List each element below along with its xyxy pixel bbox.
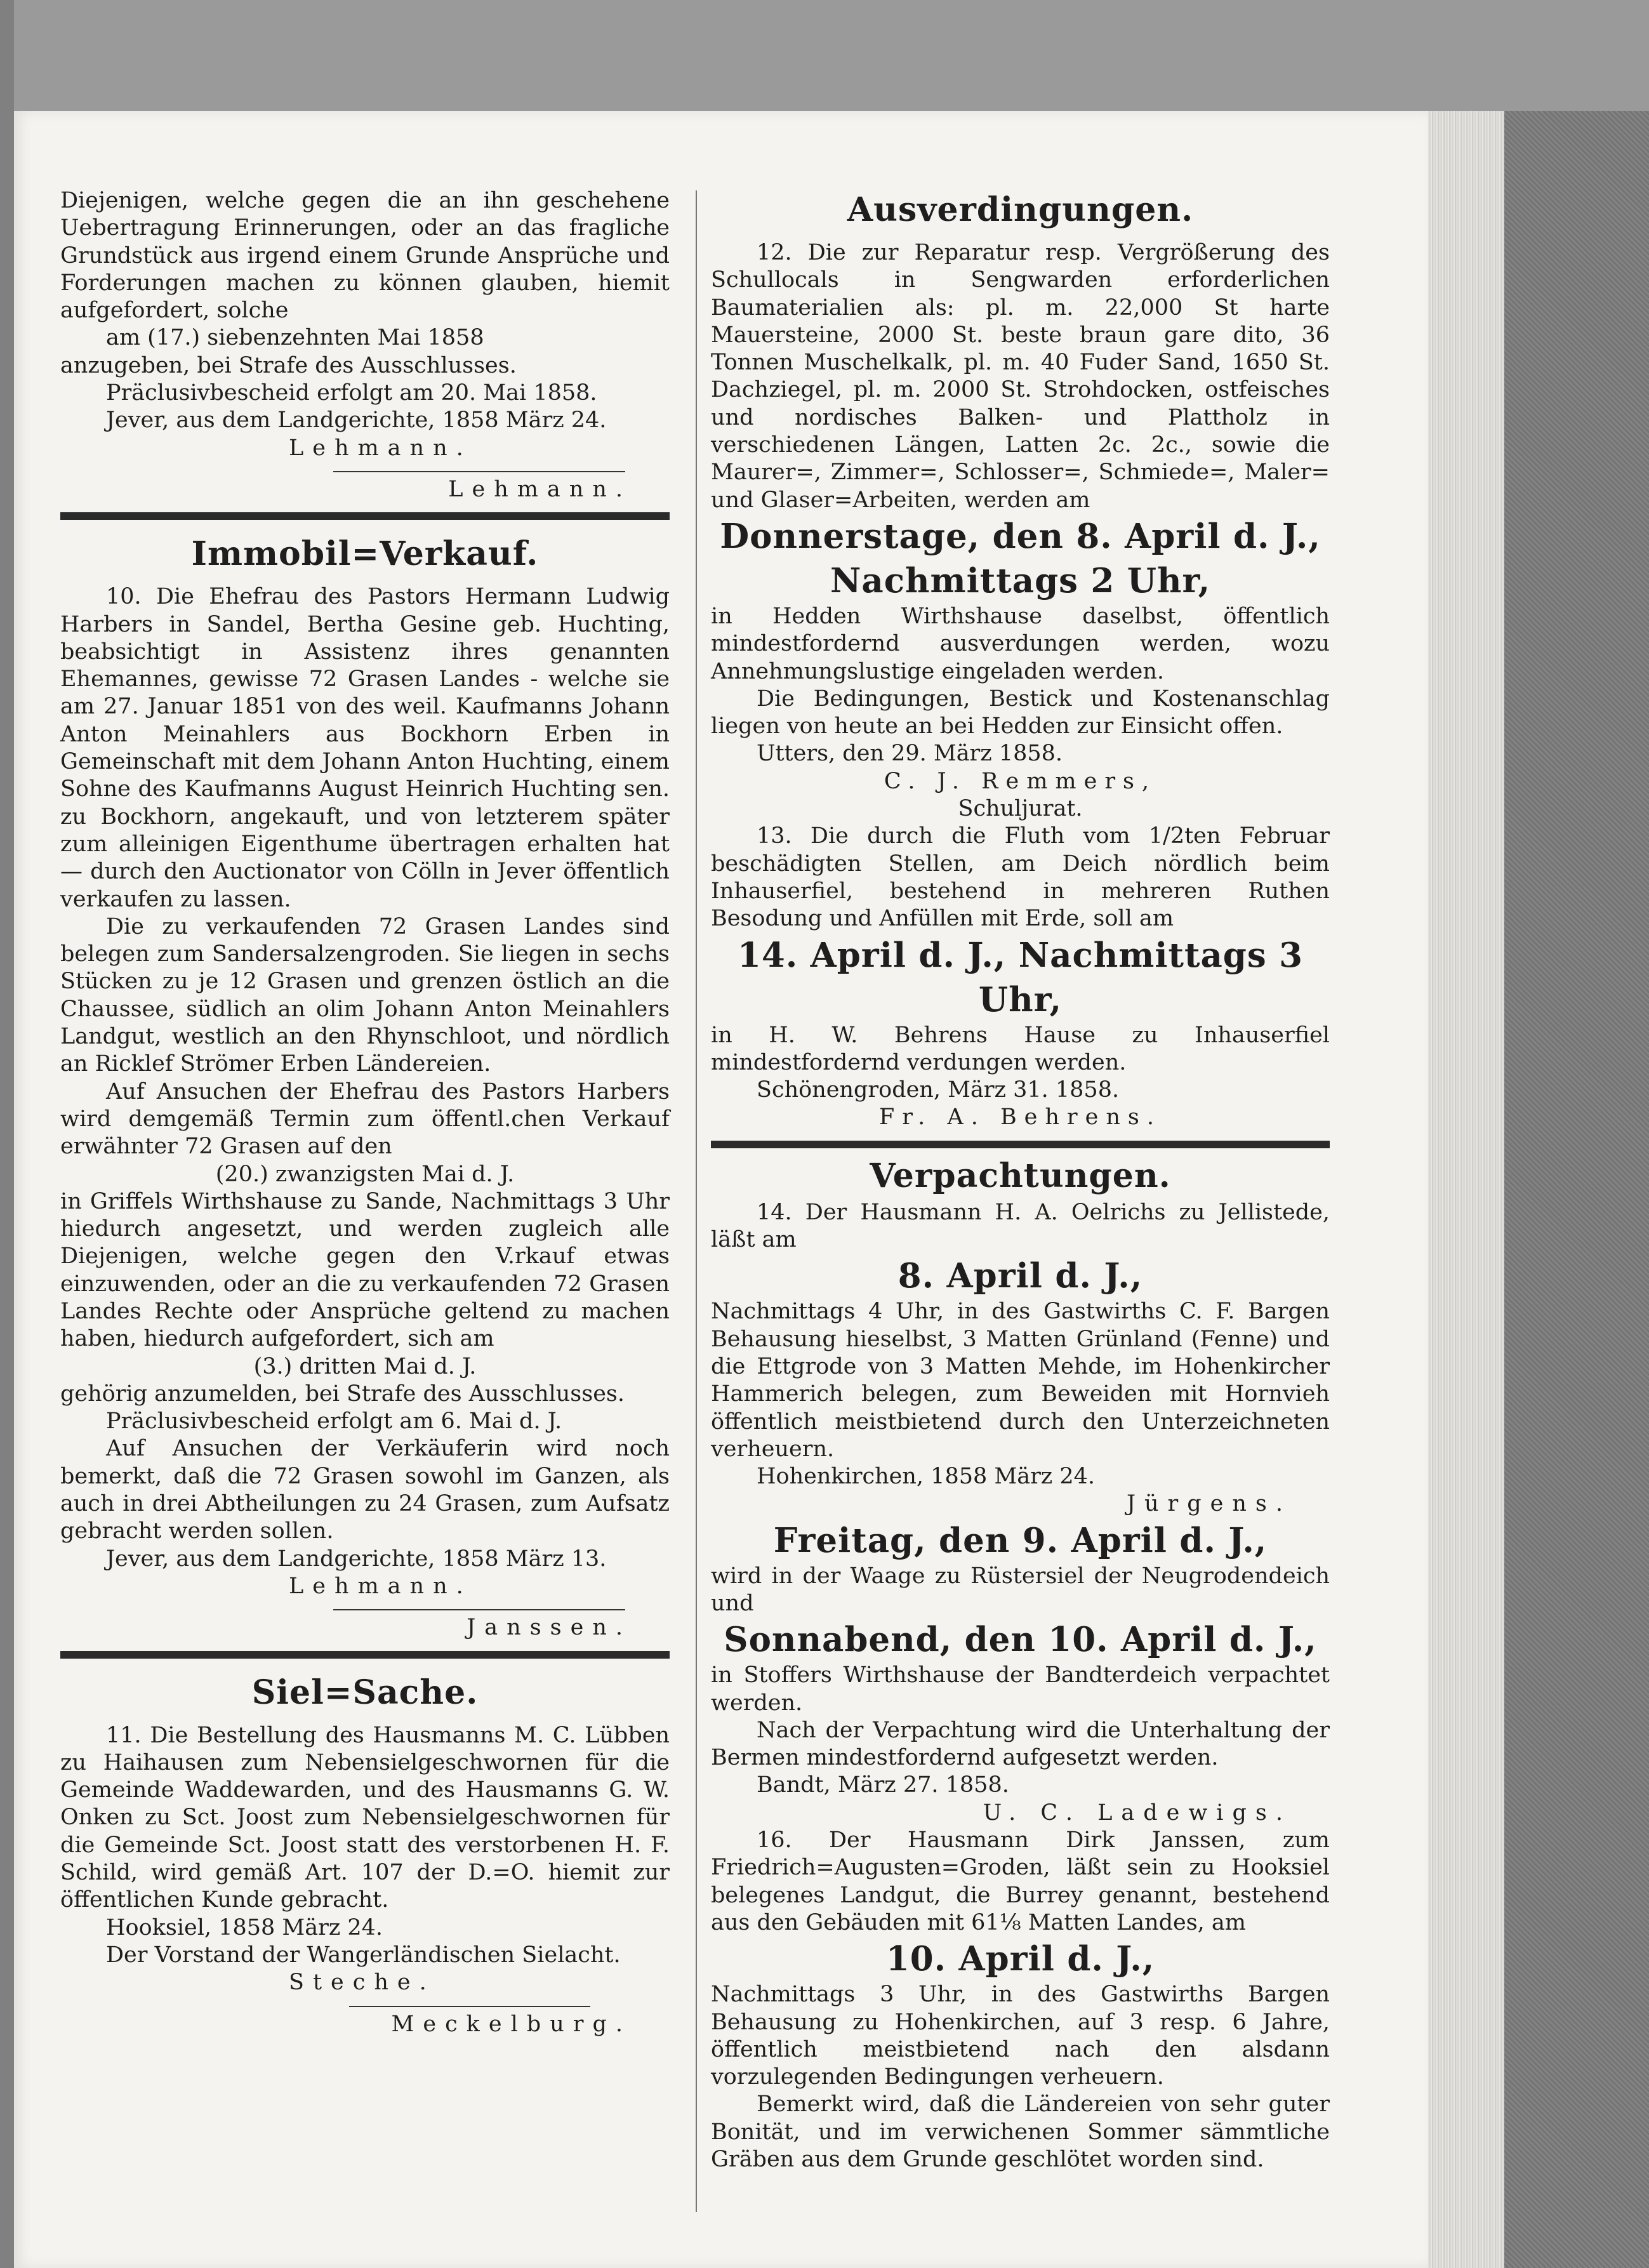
siel-signature-1: Steche. — [289, 1970, 435, 1996]
right-column — [711, 187, 1330, 2173]
ausv-signature: C. J. Remmers, — [884, 768, 1157, 794]
section-divider — [60, 512, 670, 520]
immobil-signature-2: Janssen. — [467, 1615, 632, 1641]
immobil-paragraph-4: in Griffels Wirthshause zu Sande, Nachmittags 3 Uhr hiedurch angesetzt, und werden zugleich alle Diejenigen, welche gegen den V.rkauf etwas einzuwenden, oder an die zu verkaufenden 72 Grasen Landes Rechte oder Ansprüche geltend zu machen haben, hiedurch aufgefordert, sich am — [60, 1188, 670, 1352]
immobil-paragraph-3: Auf Ansuchen der Ehefrau des Pastors Harbers wird demgemäß Termin zum öffentl.chen Verkauf erwähnter 72 Grasen auf den — [60, 1078, 670, 1160]
verpachtungen-heading: Verpachtungen. — [870, 1156, 1171, 1195]
immobil-paragraph-5: gehörig anzumelden, bei Strafe des Ausschlusses. — [60, 1381, 625, 1407]
left-column — [60, 187, 670, 2038]
ausv-paragraph-1: 12. Die zur Reparatur resp. Vergrößerung des Schullocals in Sengwarden erforderlichen Baumaterialien als: pl. m. 22,000 St harte Mauersteine, 2000 St. beste braun gare dito, 36 Tonnen Muschelkalk, pl. m. 40 Fuder Sand, 1650 St. Dachziegel, pl. m. 2000 St. Strohdocken, ostfeisches und nordisches Balken- und Plattholz in verschiedenen Längen, Latten 2c. 2c., sowie die Maurer=, Zimmer=, Schlosser=, Schmiede=, Maler= und Glaser=Arbeiten, werden am — [711, 240, 1330, 513]
verp-paragraph-4: in Stoffers Wirthshause der Bandterdeich verpachtet werden. — [711, 1662, 1330, 1716]
intro-text: Diejenigen, welche gegen die an ihn geschehene Uebertragung Erinnerungen, oder an das fragliche Grundstück aus irgend einem Grunde Ansprüche und Forderungen machen zu können glauben, hiemit aufgefordert, solche — [60, 188, 670, 324]
ausv-paragraph-3: Die Bedingungen, Bestick und Kostenanschlag liegen von heute an bei Hedden zur Einsicht offen. — [711, 686, 1330, 739]
ausv-place-date-2: Schönengroden, März 31. 1858. — [757, 1077, 1120, 1103]
verp-paragraph-2: Nachmittags 4 Uhr, in des Gastwirths C. F. Bargen Behausung hieselbst, 3 Matten Grünland (Fenne) und die Ettgrode von 3 Matten Mehde, im Hohenkircher Hammerich belegen, zum Beweiden mit Hornvieh öffentlich meistbietend durch den Unterzeichneten verheuern. — [711, 1299, 1330, 1462]
verp-date-heading-2: Freitag, den 9. April d. J., — [773, 1520, 1268, 1560]
verp-place-date: Hohenkirchen, 1858 März 24. — [757, 1464, 1096, 1490]
verp-date-heading-3: Sonnabend, den 10. April d. J., — [724, 1620, 1317, 1660]
ausv-signature-2: Fr. A. Behrens. — [879, 1104, 1162, 1131]
ausv-paragraph-4: 13. Die durch die Fluth vom 1/2ten Februar beschädigten Stellen, am Deich nördlich beim Inhauserfiel, bestehend in mehreren Ruthen Besodung und Anfüllen mit Erde, soll am — [711, 823, 1330, 932]
intro-after: anzugeben, bei Strafe des Ausschlusses. — [60, 352, 517, 378]
siel-heading: Siel=Sache. — [251, 1673, 479, 1712]
siel-paragraph: 11. Die Bestellung des Hausmanns M. C. Lübben zu Haihausen zum Nebensielgeschwornen für die Gemeinde Waddewarden, und des Hausmanns G. W. Onken zu Sct. Joost zum Nebensielgeschwornen für die Gemeinde Sct. Joost statt des verstorbenen H. F. Schild, wird gemäß Art. 107 der D.=O. hiemit zur öffentlichen Kunde gebracht. — [60, 1722, 670, 1913]
signature-rule — [333, 471, 625, 472]
scan-left-margin — [0, 0, 14, 2268]
ausv-date-heading-2: 14. April d. J., Nachmittags 3 Uhr, — [737, 935, 1304, 1019]
scan-background — [0, 0, 1649, 111]
signature-rule — [349, 2006, 590, 2007]
verp-paragraph-1: 14. Der Hausmann H. A. Oelrichs zu Jellistede, läßt am — [711, 1199, 1330, 1253]
verp-paragraph-3: wird in der Waage zu Rüstersiel der Neugrodendeich und — [711, 1563, 1330, 1616]
intro-place-date: Jever, aus dem Landgerichte, 1858 März 24. — [106, 408, 607, 434]
intro-deadline: am (17.) siebenzehnten Mai 1858 — [106, 325, 484, 351]
verp-date-heading-4: 10. April d. J., — [885, 1939, 1155, 1979]
siel-board: Der Vorstand der Wangerländischen Sielacht. — [106, 1942, 621, 1968]
verp-signature-2: U. C. Ladewigs. — [983, 1800, 1292, 1826]
section-divider — [711, 1141, 1330, 1148]
ausv-date-heading: Donnerstage, den 8. April d. J., — [720, 516, 1321, 556]
verp-paragraph-7: Nachmittags 3 Uhr, in des Gastwirths Bargen Behausung zu Hohenkirchen, auf 3 resp. 6 Jahre, öffentlich meistbietend nach den alsdann vorzulegenden Bedingungen verheuern. — [711, 1982, 1330, 2090]
intro-preclusion: Präclusivbescheid erfolgt am 20. Mai 1858. — [106, 380, 597, 406]
immobil-heading: Immobil=Verkauf. — [191, 534, 539, 574]
siel-place-date: Hooksiel, 1858 März 24. — [106, 1914, 383, 1940]
verp-date-heading-1: 8. April d. J., — [897, 1256, 1143, 1296]
immobil-place-date: Jever, aus dem Landgerichte, 1858 März 13. — [106, 1546, 607, 1572]
immobil-claim-date: (3.) dritten Mai d. J. — [253, 1353, 477, 1379]
ausv-signature-title: Schuljurat. — [958, 796, 1083, 822]
immobil-paragraph-1: 10. Die Ehefrau des Pastors Hermann Ludwig Harbers in Sandel, Bertha Gesine geb. Huchting, beabsichtigt in Assistenz ihres genannten Ehemannes, gewisse 72 Grasen Landes - welche sie am 27. Januar 1851 von des weil. Kaufmanns Johann Anton Meinahlers aus Bockhorn Erben in Gemeinschaft mit dem Johann Anton Huchting, einem Sohne des Kaufmanns August Heinrich Huchting sen. zu Bockhorn, angekauft, und von letzterem später zum alleinigen Eigenthume übertragen erhalten hat — durch den Auctionator von Cölln in Jever öffentlich verkaufen zu lassen. — [60, 584, 670, 912]
verp-paragraph-8: Bemerkt wird, daß die Ländereien von sehr guter Bonität, und im verwichenen Sommer sämmtliche Gräben aus dem Grunde geschlötet worden sind. — [711, 2092, 1330, 2173]
immobil-signature-1: Lehmann. — [289, 1573, 472, 1599]
book-cover — [1504, 111, 1649, 2268]
immobil-auction-date: (20.) zwanzigsten Mai d. J. — [215, 1161, 515, 1187]
verp-signature: Jürgens. — [1126, 1491, 1292, 1517]
ausverdingungen-heading: Ausverdingungen. — [847, 190, 1194, 229]
page-edges — [1428, 111, 1504, 2268]
signature-rule — [333, 1609, 625, 1610]
immobil-preclusion: Präclusivbescheid erfolgt am 6. Mai d. J. — [106, 1409, 562, 1435]
verp-place-date-2: Bandt, März 27. 1858. — [757, 1772, 1009, 1798]
immobil-paragraph-2: Die zu verkaufenden 72 Grasen Landes sind belegen zum Sandersalzengroden. Sie liegen in sechs Stücken zu je 12 Grasen und grenzen östlich an die Chaussee, südlich an olim Johann Anton Meinahlers Landgut, westlich an den Rhynschloot, und nördlich an Ricklef Strömer Erben Ländereien. — [60, 913, 670, 1077]
ausv-place-date: Utters, den 29. März 1858. — [757, 741, 1063, 767]
ausv-paragraph-5: in H. W. Behrens Hause zu Inhauserfiel mindestfordernd verdungen werden. — [711, 1022, 1330, 1075]
verp-paragraph-6: 16. Der Hausmann Dirk Janssen, zum Friedrich=Augusten=Groden, läßt sein zu Hooksiel belegenes Landgut, die Burrey genannt, bestehend aus den Gebäuden mit 61⅛ Matten Landes, am — [711, 1827, 1330, 1935]
intro-signature-2: Lehmann. — [448, 476, 632, 502]
ausv-paragraph-2: in Hedden Wirthshause daselbst, öffentlich mindestfordernd ausverdungen werden, wozu Annehmungslustige eingeladen werden. — [711, 603, 1330, 684]
intro-signature-1: Lehmann. — [289, 435, 472, 461]
siel-signature-2: Meckelburg. — [391, 2011, 632, 2037]
verp-paragraph-5: Nach der Verpachtung wird die Unterhaltung der Bermen mindestfordernd aufgesetzt werden. — [711, 1717, 1330, 1771]
section-divider — [60, 1651, 670, 1659]
immobil-paragraph-6: Auf Ansuchen der Verkäuferin wird noch bemerkt, daß die 72 Grasen sowohl im Ganzen, als auch in drei Abtheilungen zu 24 Grasen, zum Aufsatz gebracht werden sollen. — [60, 1436, 670, 1544]
column-divider — [696, 190, 697, 2212]
ausv-time-heading: Nachmittags 2 Uhr, — [830, 560, 1211, 600]
